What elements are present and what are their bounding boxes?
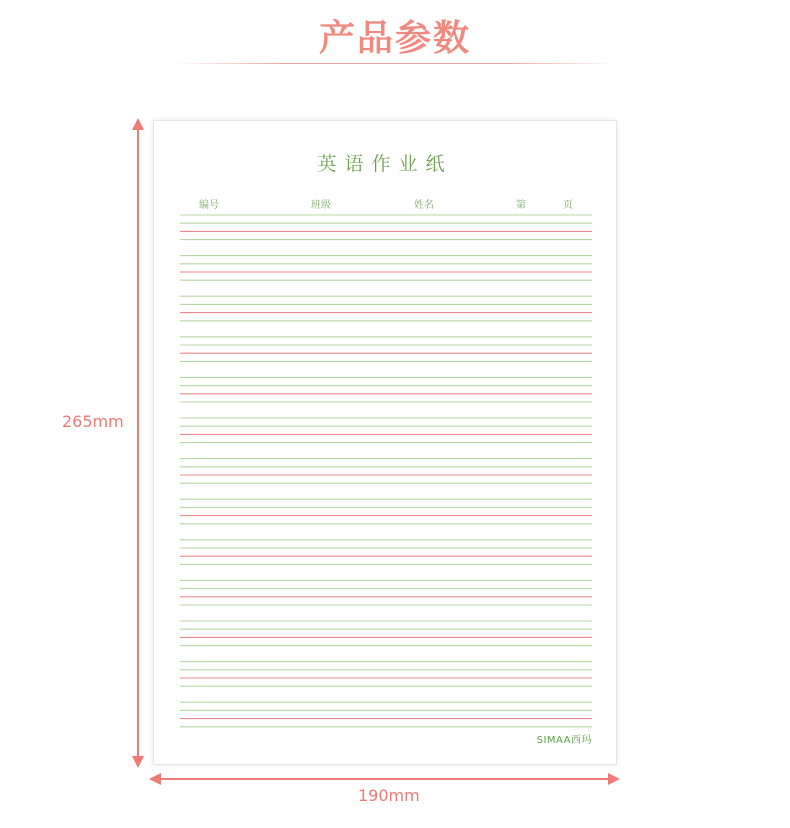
paper-sheet <box>153 120 617 765</box>
arrow-down-icon <box>132 756 144 768</box>
ruled-lines <box>180 213 592 733</box>
height-label: 265mm <box>62 412 124 431</box>
sheet-title: 英语作业纸 <box>317 153 453 175</box>
brand-logo: SIMAA西玛 <box>536 735 592 746</box>
field-name-label: 姓名 <box>414 200 434 211</box>
arrow-left-icon <box>149 773 161 785</box>
width-dimension-line <box>160 778 610 780</box>
height-dimension-line <box>137 127 139 757</box>
field-number-label: 编号 <box>199 200 219 211</box>
arrow-right-icon <box>608 773 620 785</box>
title-divider <box>175 63 615 64</box>
arrow-up-icon <box>132 118 144 130</box>
section-title: 产品参数 <box>318 18 471 59</box>
field-class-label: 班级 <box>311 200 331 211</box>
width-label: 190mm <box>358 786 420 805</box>
field-page-prefix: 第 <box>516 200 526 211</box>
field-page-suffix: 页 <box>563 200 573 211</box>
